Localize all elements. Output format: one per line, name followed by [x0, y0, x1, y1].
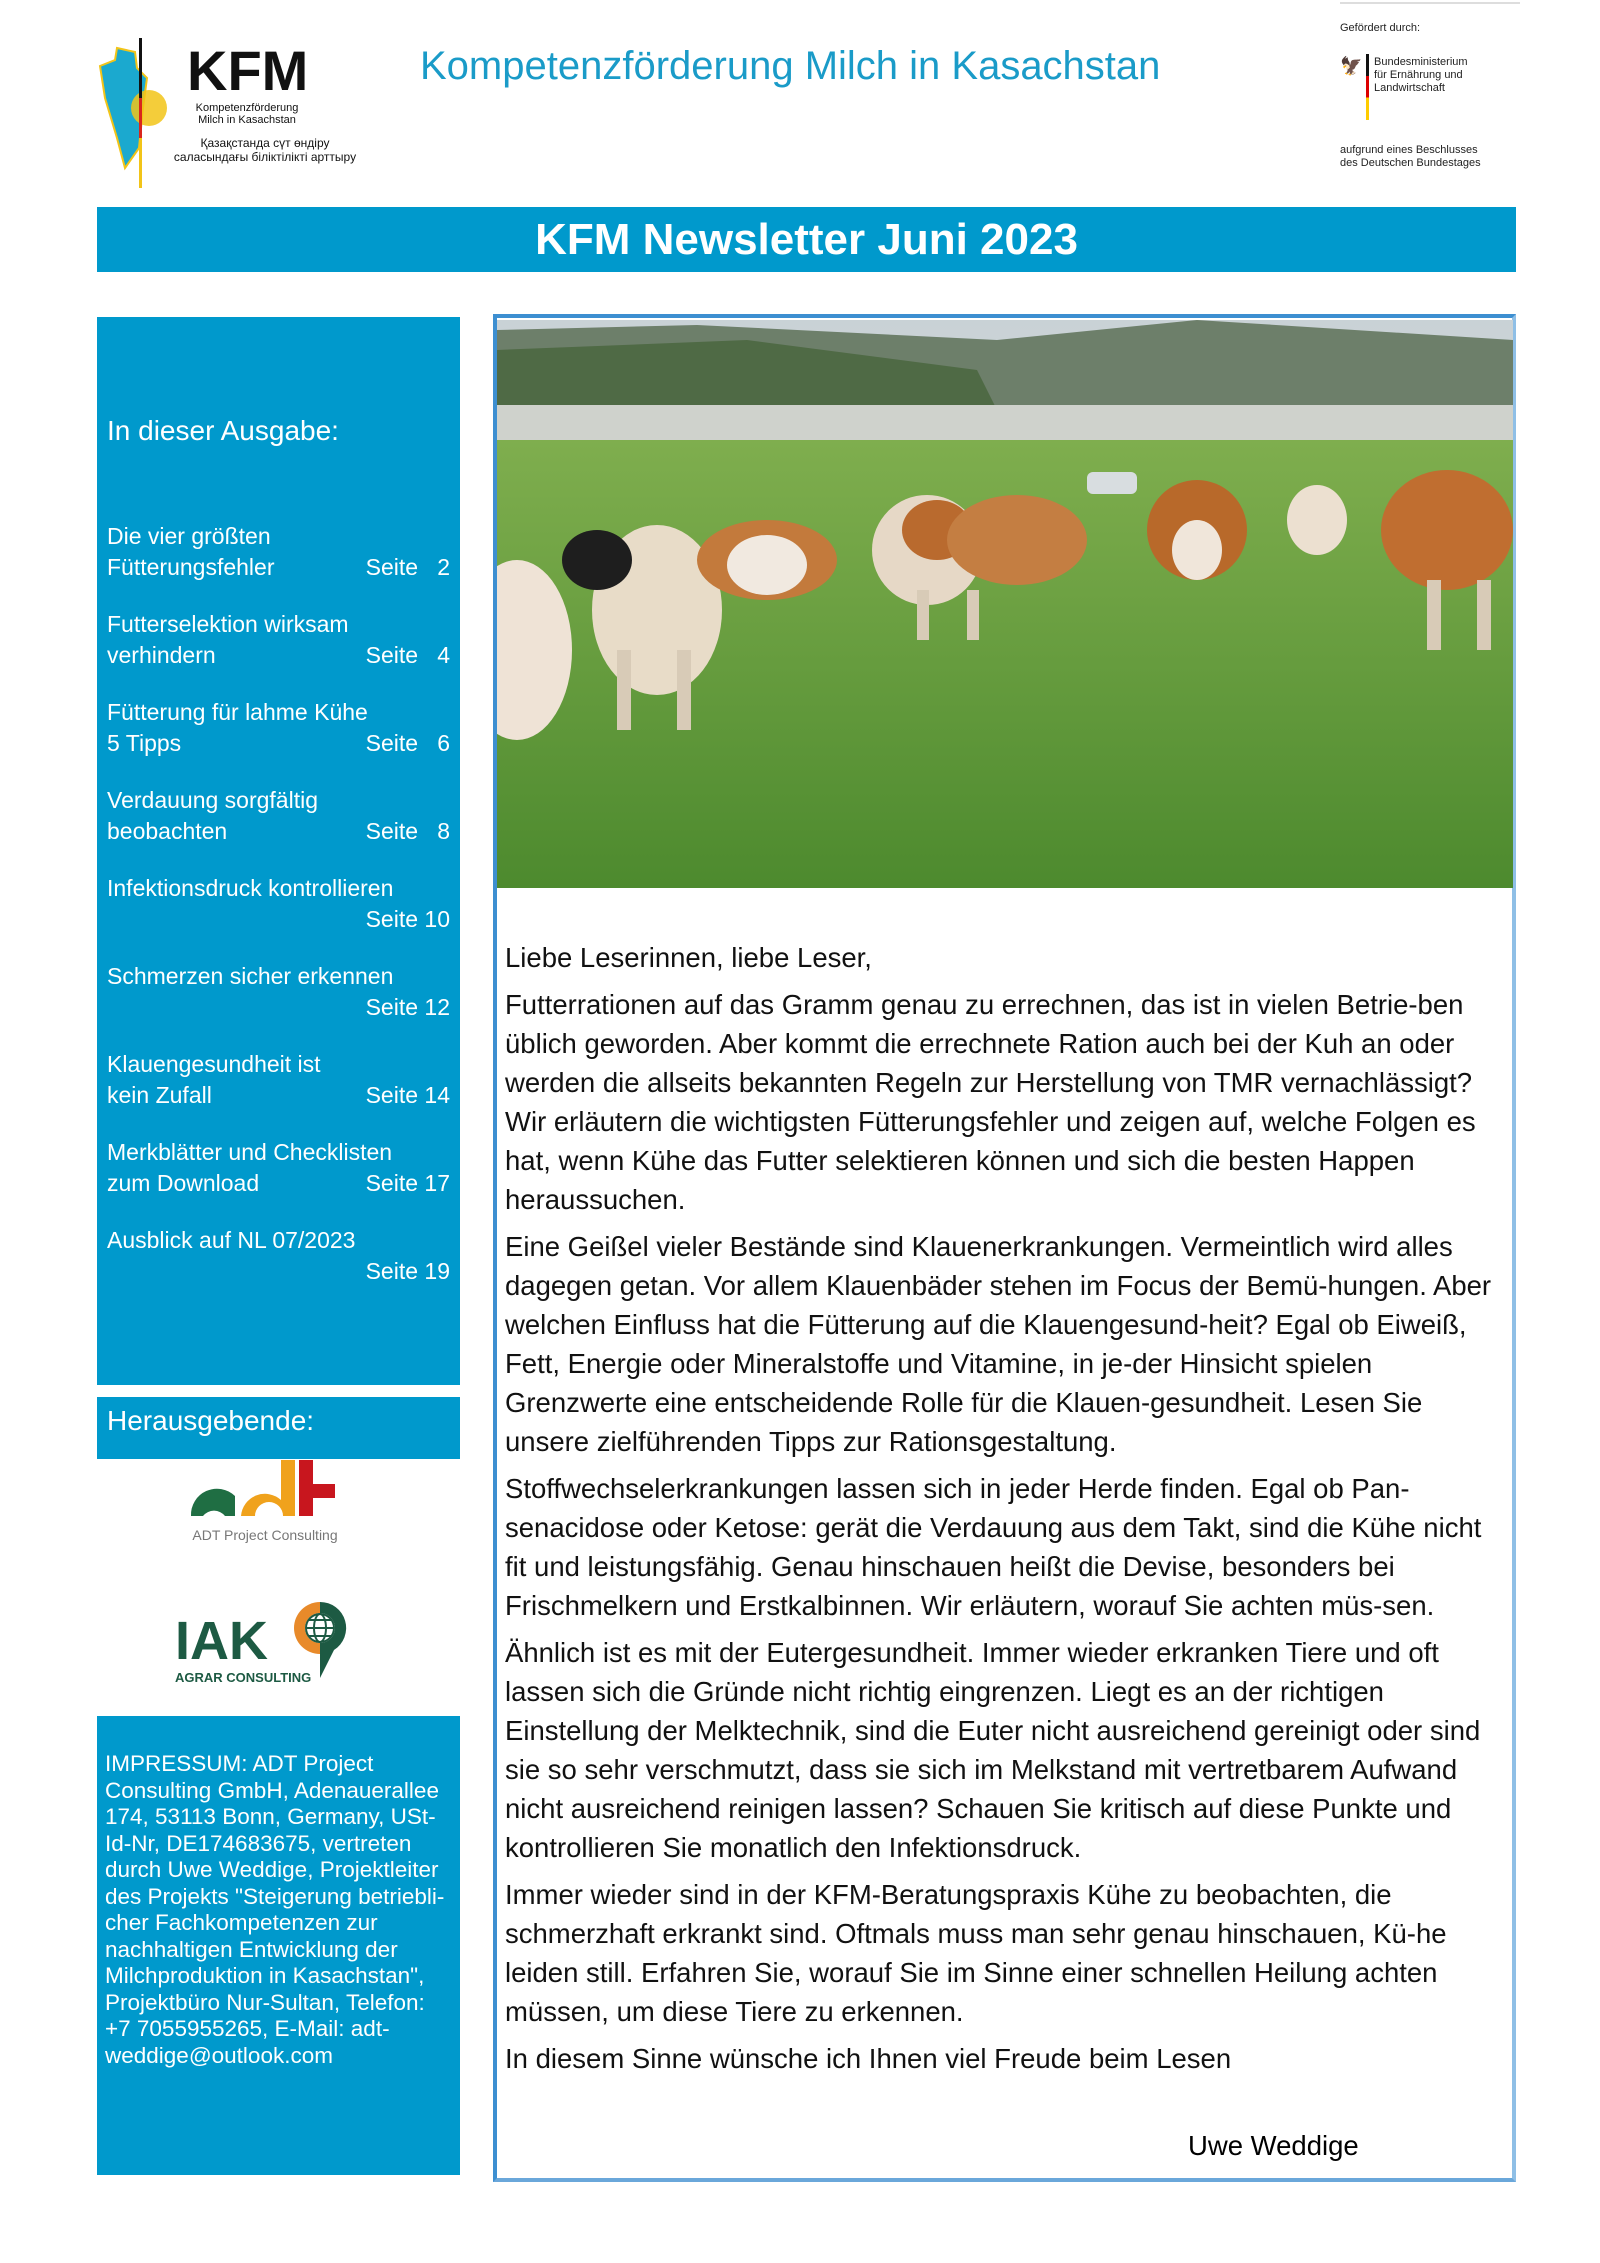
logo-subtitle-kk: Қазақстанда сүт өндіру саласындағы біліктілікті арттыру — [173, 136, 357, 164]
flag-bar — [1366, 54, 1369, 120]
toc-item[interactable] — [107, 609, 450, 671]
iak-logo — [175, 1600, 365, 1690]
toc-item-title-line2: 5 Tipps — [107, 730, 182, 756]
lake — [497, 405, 1513, 443]
letter-signature: Uwe Weddige — [1188, 2130, 1359, 2161]
toc-item[interactable] — [107, 521, 450, 583]
toc-item[interactable] — [107, 785, 450, 847]
toc-item-title: Die vier größten — [107, 523, 271, 549]
toc-item-title: Klauengesundheit ist — [107, 1051, 321, 1077]
eagle-icon: 🦅 — [1340, 56, 1363, 76]
toc-heading: In dieser Ausgabe: — [107, 415, 339, 446]
letter-paragraph: In diesem Sinne wünsche ich Ihnen viel Freude beim Lesen — [505, 2043, 1232, 2074]
toc-item[interactable] — [107, 873, 450, 935]
funder-note: aufgrund eines Beschlusses des Deutschen Bundestages — [1340, 144, 1481, 169]
funder-block — [1340, 0, 1520, 180]
toc-item-title: Verdauung sorgfältig — [107, 787, 318, 813]
toc-item-page: Seite 12 — [365, 994, 450, 1020]
toc-item-title-line2: beobachten — [107, 818, 228, 844]
publishers-heading: Herausgebende: — [97, 1397, 460, 1459]
toc-item-title-line2: zum Download — [107, 1170, 260, 1196]
toc-item-page: Seite 2 — [365, 554, 450, 580]
letter-greeting: Liebe Leserinnen, liebe Leser, — [505, 942, 872, 973]
adt-logo-mark — [185, 1460, 345, 1522]
toc-item-title: Merkblätter und Checklisten — [107, 1139, 393, 1165]
logo-subtitle-de: Kompetenzförderung Milch in Kasachstan — [195, 102, 299, 126]
toc-item-title-line2: kein Zufall — [107, 1082, 212, 1108]
toc-item-title: Futterselektion wirksam — [107, 611, 349, 637]
globe-pin-icon — [290, 1600, 350, 1680]
letter-paragraph: Stoffwechselerkrankungen lassen sich in jeder Herde finden. Egal ob Pan-senacidose oder Ketose: gerät die Verdauung aus dem Takt, sind die Kühe nicht fit und leistungsfähig. Genau hinschauen heißt die Devise, besonders bei Frischmelkern und Erstkalbinnen. Wir erläutern, worauf Sie achten müs-sen. — [505, 1473, 1482, 1621]
toc-item[interactable] — [107, 697, 450, 759]
funder-name: Bundesministerium für Ernährung und Landwirtschaft — [1374, 56, 1468, 94]
toc-item[interactable] — [107, 1137, 450, 1199]
table-of-contents — [97, 317, 460, 1385]
divider — [1340, 2, 1520, 4]
toc-item-page: Seite 14 — [365, 1082, 450, 1108]
toc-item-page: Seite 19 — [365, 1258, 450, 1284]
funder-label: Gefördert durch: — [1340, 22, 1421, 34]
toc-item-page: Seite 10 — [365, 906, 450, 932]
toc-item-title-line2: Fütterungsfehler — [107, 554, 275, 580]
toc-item[interactable] — [107, 961, 450, 1023]
kfm-logo — [95, 38, 365, 188]
toc-item-title: Fütterung für lahme Kühe — [107, 699, 368, 725]
letter-paragraph: Eine Geißel vieler Bestände sind Klauenerkrankungen. Vermeintlich wird alles dagegen getan. Vor allem Klauenbäder stehen im Focus der Bemü-hungen. Aber welchen Einfluss hat die Fütterung auf die Klauengesund-heit? Egal ob Eiweiß, Fett, Energie oder Mineralstoffe und Vitamine, in je-der Hinsicht spielen Grenzwerte eine entscheidende Rolle für die Klauen-gesundheit. Lesen Sie unsere zielführenden Tipps zur Rationsgestaltung. — [505, 1231, 1492, 1457]
toc-item-page: Seite 8 — [365, 818, 450, 844]
cows-photo — [497, 320, 1513, 888]
toc-item-title: Schmerzen sicher erkennen — [107, 963, 394, 989]
toc-item-title-line2: verhindern — [107, 642, 216, 668]
letter-paragraph: Futterrationen auf das Gramm genau zu errechnen, das ist in vielen Betrie-ben üblich geworden. Aber kommt die errechnete Ration auch bei der Kuh an oder werden die allseits bekannten Regeln zur Herstellung von TMR vernachlässigt? Wir erläutern die wichtigsten Fütterungsfehler und zeigen auf, welche Folgen es hat, wenn Kühe das Futter selektieren können und sich die besten Happen heraussuchen. — [505, 989, 1476, 1215]
adt-logo — [185, 1460, 345, 1560]
iak-name: AGRAR CONSULTING — [175, 1670, 312, 1685]
site-title: Kompetenzförderung Milch in Kasachstan — [420, 44, 1161, 88]
toc-item-page: Seite 6 — [365, 730, 450, 756]
newsletter-banner: KFM Newsletter Juni 2023 — [97, 207, 1516, 272]
editorial-letter — [505, 938, 1505, 2086]
logo-text: KFM — [187, 39, 309, 102]
letter-paragraph: Immer wieder sind in der KFM-Beratungspraxis Kühe zu beobachten, die schmerzhaft erkrankt sind. Oftmals muss man sehr genau hinschauen, Kü-he leiden still. Erfahren Sie, worauf Sie im Sinne einer schnellen Heilung achten müssen, um diese Tiere zu erkennen. — [505, 1879, 1447, 2027]
adt-name: ADT Project Consulting — [192, 1527, 338, 1543]
letter-paragraph: Ähnlich ist es mit der Eutergesundheit. Immer wieder erkranken Tiere und oft lassen sich die Gründe nicht richtig eingrenzen. Liegt es an der richtigen Einstellung der Melktechnik, sind die Euter nicht ausreichend gereinigt oder sind sie so sehr verschmutzt, dass sie sich im Melkstand mit vertretbarem Aufwand nicht ausreichend reinigen lassen? Schauen Sie kritisch auf diese Punkte und kontrollieren Sie monatlich den Infektionsdruck. — [505, 1637, 1481, 1863]
impressum: IMPRESSUM: ADT Project Consulting GmbH, Adenauerallee 174, 53113 Bonn, Germany, USt-Id-Nr, DE174683675, vertreten durch Uwe Weddige, Projektleiter des Projekts "Steigerung betriebli-cher Fachkompetenzen zur nachhaltigen Entwicklung der Milchproduktion in Kasachstan", Projektbüro Nur-Sultan, Telefon: +7 7055955265, E-Mail: adt-weddige@outlook.com — [97, 1716, 460, 2175]
toc-item-page: Seite 4 — [365, 642, 450, 668]
toc-item-title: Ausblick auf NL 07/2023 — [107, 1227, 356, 1253]
iak-letters: IAK — [175, 1611, 268, 1671]
toc-item-title: Infektionsdruck kontrollieren — [107, 875, 394, 901]
toc-item[interactable] — [107, 1225, 450, 1287]
toc-item-page: Seite 17 — [365, 1170, 450, 1196]
toc-item[interactable] — [107, 1049, 450, 1111]
